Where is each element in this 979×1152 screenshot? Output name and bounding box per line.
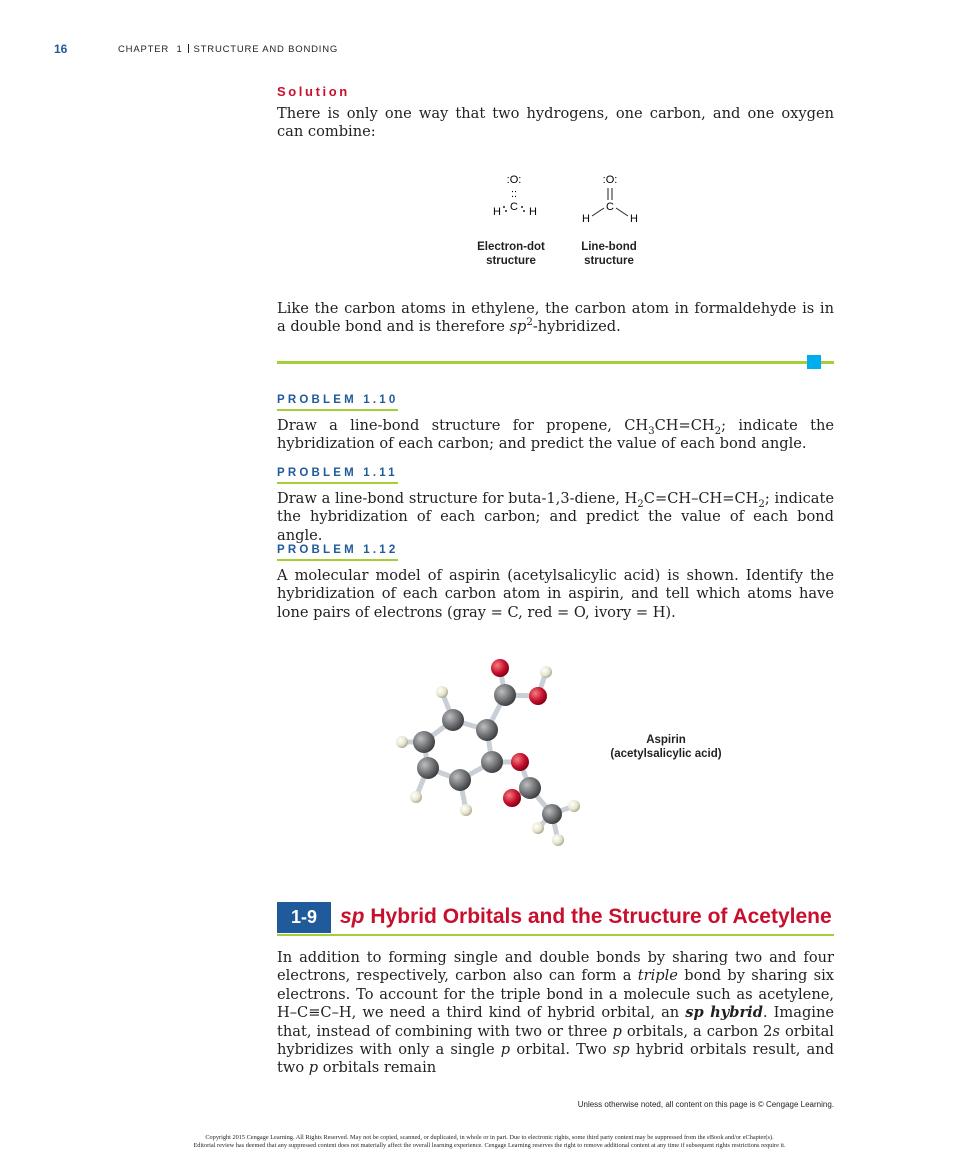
carbon-atom xyxy=(519,777,541,799)
conclusion-sp: sp xyxy=(509,318,527,336)
carbon-atom xyxy=(494,684,516,706)
hydrogen-atom xyxy=(396,736,408,748)
para-part: orbital. Two xyxy=(510,1041,613,1059)
para-italic: p xyxy=(500,1041,511,1059)
electron-dot-label-line2: structure xyxy=(486,255,536,267)
conclusion-text: Like the carbon atoms in ethylene, the carbon atom in formaldehyde is in a double bond and is therefore xyxy=(277,300,834,336)
para-part: orbitals, a carbon 2 xyxy=(621,1022,773,1040)
solution-label: Solution xyxy=(277,84,350,99)
hydrogen-atom xyxy=(568,800,580,812)
lb-hydrogen-left: H xyxy=(582,213,590,225)
para-part: . Imagine that, instead of combining with two or three xyxy=(277,1004,834,1040)
carbon-atom xyxy=(417,757,439,779)
copyright-notice xyxy=(40,1134,939,1150)
para-bold-term: sp hybrid xyxy=(685,1004,763,1022)
ed-hydrogen-left: H xyxy=(493,206,501,218)
carbon-atom xyxy=(442,709,464,731)
page-number: 16 xyxy=(54,42,68,56)
problem-1-12-text: A molecular model of aspirin (acetylsalicylic acid) is shown. Identify the hybridization of each carbon atom in aspirin, and tell which atoms have lone pairs of electrons (gray = C, red = O, ivory = H). xyxy=(277,567,834,621)
p111-part: ; indicate the hybridization of each carbon; and predict the value of each bond angle. xyxy=(277,490,834,544)
p110-part: Draw a line-bond structure for propene, CH xyxy=(277,417,649,434)
para-italic: triple xyxy=(637,967,678,985)
p111-sub: 2 xyxy=(637,498,644,510)
section-title-sp: sp xyxy=(340,905,365,928)
ed-hydrogen-right: H xyxy=(529,206,537,218)
carbon-atom xyxy=(449,769,471,791)
problem-1-10-label: PROBLEM 1.10 xyxy=(277,394,398,411)
p111-sub: 2 xyxy=(758,498,765,510)
ed-double-bond-dots: :: xyxy=(510,188,518,200)
lb-hydrogen-right: H xyxy=(630,213,638,225)
running-header xyxy=(118,44,338,55)
aspirin-label-line1: Aspirin xyxy=(646,734,686,746)
para-italic: s xyxy=(772,1022,780,1040)
ed-dot xyxy=(503,206,505,208)
p110-part: ; indicate the hybridization of each carbon; and predict the value of each bond angle. xyxy=(277,417,834,453)
aspirin-label xyxy=(596,733,736,761)
problem-1-12-label: PROBLEM 1.12 xyxy=(277,544,398,561)
electron-dot-label xyxy=(466,240,556,268)
solution-conclusion xyxy=(277,300,834,337)
conclusion-superscript: 2 xyxy=(526,317,533,329)
p110-part: CH=CH xyxy=(654,417,715,434)
oxygen-atom xyxy=(511,753,529,771)
oxygen-atom xyxy=(491,659,509,677)
section-title xyxy=(340,903,832,931)
ed-carbon: C xyxy=(510,201,518,213)
oxygen-atom xyxy=(503,789,521,807)
lb-oxygen: :O: xyxy=(602,174,618,186)
carbon-atom xyxy=(413,731,435,753)
chapter-title: STRUCTURE AND BONDING xyxy=(193,44,339,55)
p110-sub: 2 xyxy=(714,425,722,437)
section-number: 1-9 xyxy=(277,902,331,933)
section-title-rule xyxy=(277,934,834,936)
header-divider xyxy=(188,44,189,53)
carbon-atom xyxy=(476,719,498,741)
ed-dot xyxy=(521,206,523,208)
p111-part: C=CH–CH=CH xyxy=(643,490,759,507)
problem-1-11-text xyxy=(277,490,834,545)
solution-intro: There is only one way that two hydrogens, one carbon, and one oxygen can combine: xyxy=(277,105,834,141)
aspirin-molecular-model xyxy=(380,650,600,860)
ed-dot xyxy=(523,210,525,212)
carbon-atom xyxy=(542,804,562,824)
copyright-line2: Editorial review has deemed that any suppressed content does not materially affect the overall learning experience. Cengage Learning reserves the right to remove additional content at any time if subsequent rights restrictions require it. xyxy=(193,1142,786,1149)
line-bond-label-line1: Line-bond xyxy=(581,241,637,253)
carbon-atom xyxy=(481,751,503,773)
hydrogen-atom xyxy=(460,804,472,816)
oxygen-atom xyxy=(529,687,547,705)
line-bond-label-line2: structure xyxy=(584,255,634,267)
hydrogen-atom xyxy=(540,666,552,678)
lb-carbon: C xyxy=(606,201,614,213)
p110-sub: 3 xyxy=(648,425,655,437)
para-part: orbitals remain xyxy=(318,1059,437,1077)
aspirin-label-line2: (acetylsalicylic acid) xyxy=(610,748,722,760)
chapter-word: CHAPTER xyxy=(118,44,169,55)
hydrogen-atom xyxy=(436,686,448,698)
line-bond-structure xyxy=(568,168,658,228)
conclusion-end: -hybridized. xyxy=(532,318,621,336)
section-divider xyxy=(277,361,834,364)
lb-single-bond-left xyxy=(592,208,604,216)
electron-dot-structure xyxy=(470,168,560,228)
section-paragraph xyxy=(277,949,834,1078)
electron-dot-label-line1: Electron-dot xyxy=(477,241,545,253)
para-part: orbital hybridizes with only a single xyxy=(277,1022,834,1059)
chapter-number: 1 xyxy=(176,44,183,55)
hydrogen-atom xyxy=(552,834,564,846)
content-notice: Unless otherwise noted, all content on this page is © Cengage Learning. xyxy=(577,1100,834,1109)
ed-dot xyxy=(505,210,507,212)
para-part: bond by sharing six electrons. To account for the triple bond in a molecule such as acetylene, H–C≡C–H, we need a third kind of hybrid orbital, an xyxy=(277,967,834,1022)
line-bond-label xyxy=(564,240,654,268)
para-italic: p xyxy=(612,1022,622,1040)
para-part: hybrid orbitals result, and two xyxy=(277,1041,834,1077)
lb-single-bond-right xyxy=(616,208,628,216)
para-part: In addition to forming single and double bonds by sharing two and four electrons, respectively, carbon also can form a xyxy=(277,949,834,985)
para-italic: sp xyxy=(612,1041,630,1059)
p111-part: Draw a line-bond structure for buta-1,3-diene, H xyxy=(277,490,638,507)
divider-square-marker xyxy=(807,355,821,369)
problem-1-11-label: PROBLEM 1.11 xyxy=(277,467,398,484)
hydrogen-atom xyxy=(532,822,544,834)
copyright-line1: Copyright 2015 Cengage Learning. All Rights Reserved. May not be copied, scanned, or duplicated, in whole or in part. Due to electronic rights, some third party content may be suppressed from the eBook and/or eChapter(s). xyxy=(205,1134,774,1141)
hydrogen-atom xyxy=(410,791,422,803)
para-italic: p xyxy=(308,1059,319,1077)
problem-1-10-text xyxy=(277,417,834,454)
ed-oxygen: :O: xyxy=(506,174,522,186)
section-title-rest: Hybrid Orbitals and the Structure of Acetylene xyxy=(364,905,832,928)
